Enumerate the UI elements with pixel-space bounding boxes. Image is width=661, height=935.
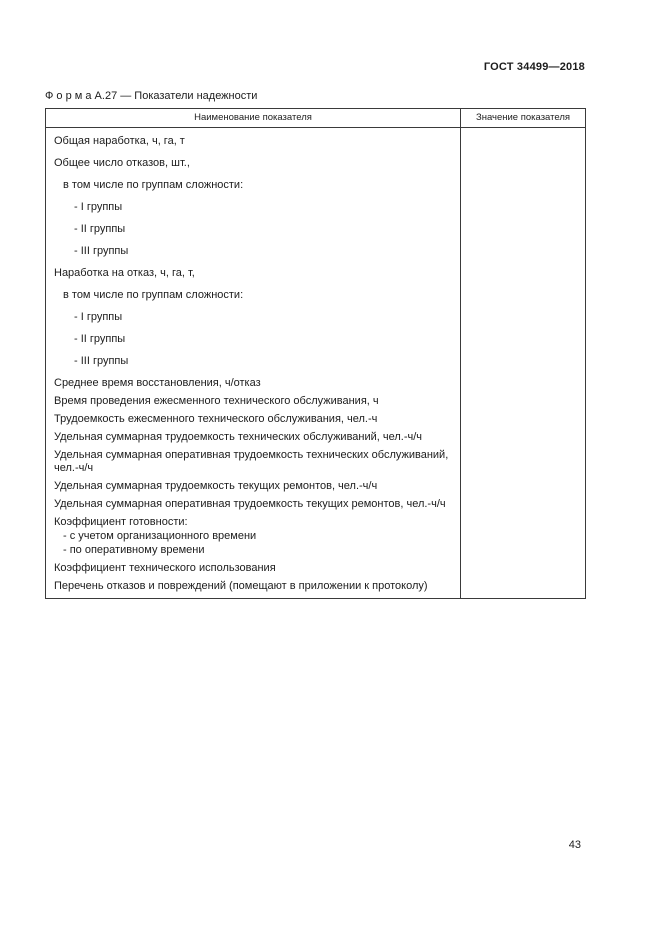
indicators-table [45, 108, 586, 599]
page-number: 43 [568, 839, 581, 851]
table-row: - I группы [74, 201, 123, 213]
doc-number: ГОСТ 34499—2018 [483, 61, 585, 73]
table-row: - III группы [74, 355, 129, 367]
table-row: Удельная суммарная трудоемкость технических обслуживаний, чел.-ч/ч [54, 431, 423, 443]
value-cell-empty [461, 128, 586, 599]
indicator-list [46, 128, 461, 599]
table-row: в том числе по группам сложности: [63, 179, 244, 191]
form-caption: Ф о р м а А.27 — Показатели надежности [45, 90, 258, 102]
table-row: Общее число отказов, шт., [54, 157, 190, 169]
table-body-row [46, 128, 586, 599]
table-row: Наработка на отказ, ч, га, т, [54, 267, 195, 279]
table-row: Среднее время восстановления, ч/отказ [54, 377, 261, 389]
table-row: Трудоемкость ежесменного технического обслуживания, чел.-ч [54, 413, 378, 425]
table-row: - с учетом организационного времени [63, 530, 257, 542]
table-row: Удельная суммарная оперативная трудоемкость текущих ремонтов, чел.-ч/ч [54, 498, 446, 510]
table-row: в том числе по группам сложности: [63, 289, 244, 301]
table-row: - по оперативному времени [63, 544, 205, 556]
table-row: - III группы [74, 245, 129, 257]
table-row: Общая наработка, ч, га, т [54, 135, 185, 147]
table-row: Коэффициент технического использования [54, 562, 276, 574]
table-header-row [46, 109, 586, 128]
table-row: Коэффициент готовности: [54, 516, 188, 528]
table-row: - II группы [74, 223, 126, 235]
table-row: Удельная суммарная оперативная трудоемкость технических обслуживаний, чел.-ч/ч [54, 449, 449, 474]
table-row: Перечень отказов и повреждений (помещают в приложении к протоколу) [54, 580, 428, 592]
column-header-value: Значение показателя [461, 109, 586, 128]
column-header-name: Наименование показателя [46, 109, 461, 128]
table-row: - I группы [74, 311, 123, 323]
table-row: Время проведения ежесменного технического обслуживания, ч [54, 395, 379, 407]
table-row: Удельная суммарная трудоемкость текущих ремонтов, чел.-ч/ч [54, 480, 378, 492]
table-row: - II группы [74, 333, 126, 345]
